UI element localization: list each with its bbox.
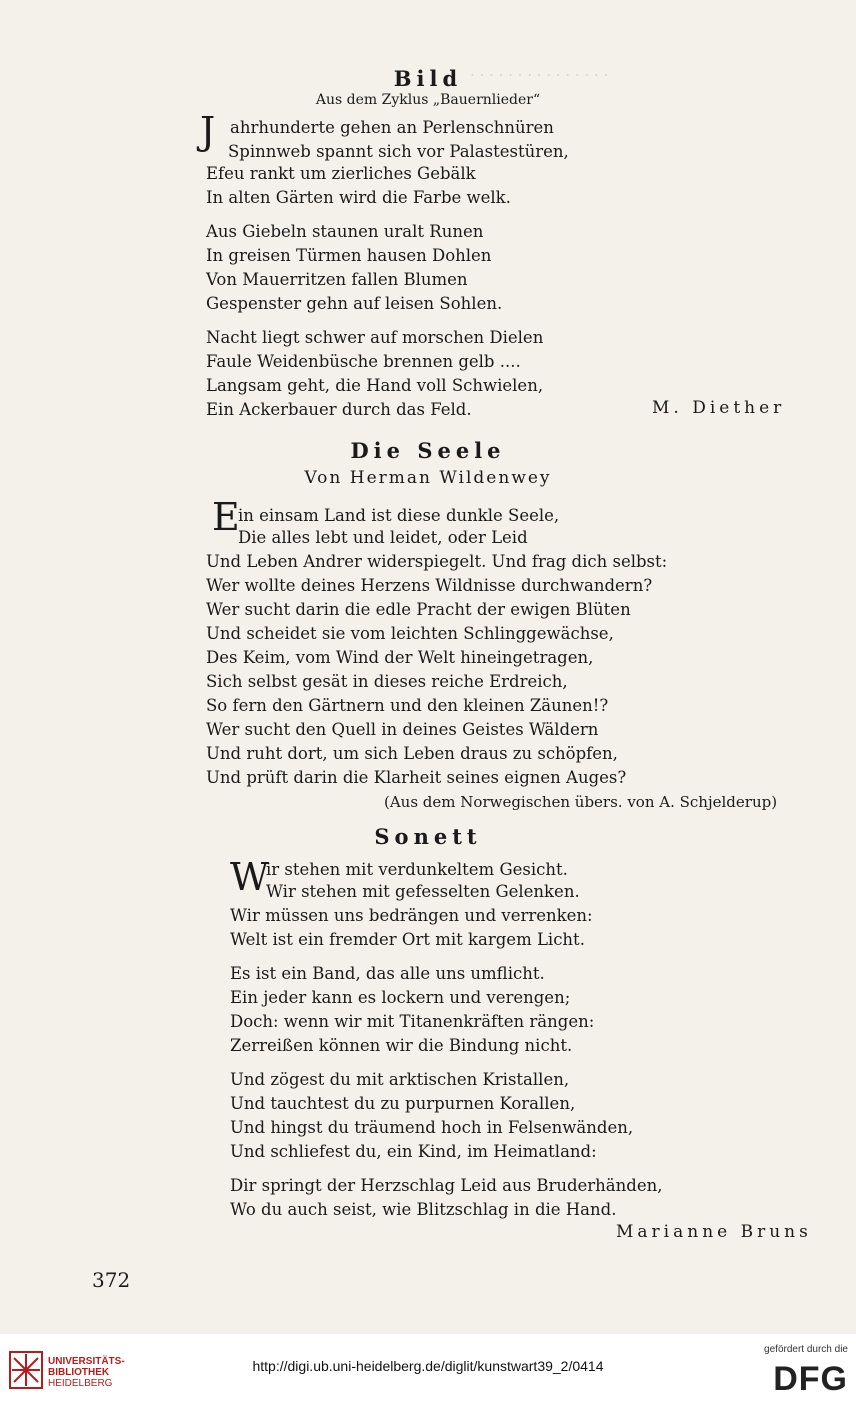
- poem-line: Doch: wenn wir mit Titanenkräften rängen:: [230, 1012, 595, 1031]
- poem-line: Und zögest du mit arktischen Kristallen,: [230, 1070, 570, 1089]
- poem-line: Und schliefest du, ein Kind, im Heimatland:: [230, 1142, 597, 1161]
- poem-line: Efeu rankt um zierliches Gebälk: [206, 164, 476, 183]
- university-library-name: UNIVERSITÄTS- BIBLIOTHEK HEIDELBERG: [48, 1356, 125, 1389]
- poem-line: Und ruht dort, um sich Leben draus zu schöpfen,: [206, 744, 618, 763]
- poem-line: Und prüft darin die Klarheit seines eignen Auges?: [206, 768, 627, 787]
- funding-note: gefördert durch die: [764, 1344, 848, 1355]
- poem-line: Spinnweb spannt sich vor Palastestüren,: [228, 142, 569, 161]
- poem-line: In alten Gärten wird die Farbe welk.: [206, 188, 511, 207]
- poem-dropcap: J: [200, 109, 216, 153]
- poem-dropcap: E: [212, 495, 240, 539]
- poem-dropcap: W: [230, 855, 270, 899]
- poem-title: Sonett: [374, 824, 482, 849]
- poem-line: So fern den Gärtnern und den kleinen Zäunen!?: [206, 696, 609, 715]
- poem-line: Aus Giebeln staunen uralt Runen: [206, 222, 484, 241]
- poem-author: M. Diether: [652, 398, 786, 418]
- poem-line: Und scheidet sie vom leichten Schlinggewächse,: [206, 624, 614, 643]
- poem-line: ahrhunderte gehen an Perlenschnüren: [230, 118, 554, 137]
- viewer-footer: [0, 1334, 856, 1406]
- poem-line: Langsam geht, die Hand voll Schwielen,: [206, 376, 544, 395]
- poem-author: Marianne Bruns: [616, 1222, 812, 1242]
- dfg-logo: DFG: [773, 1360, 848, 1398]
- poem-line: Und tauchtest du zu purpurnen Korallen,: [230, 1094, 576, 1113]
- poem-title: Die Seele: [350, 438, 506, 463]
- poem-line: in einsam Land ist diese dunkle Seele,: [238, 506, 560, 525]
- poem-line: Des Keim, vom Wind der Welt hineingetragen,: [206, 648, 594, 667]
- poem-line: Nacht liegt schwer auf morschen Dielen: [206, 328, 544, 347]
- poem-line: Wir stehen mit gefesselten Gelenken.: [266, 882, 580, 901]
- poem-title: Bild: [393, 66, 463, 91]
- poem-line: Von Mauerritzen fallen Blumen: [206, 270, 468, 289]
- poem-line: Dir springt der Herzschlag Leid aus Bruderhänden,: [230, 1176, 663, 1195]
- poem-subtitle: Von Herman Wildenwey: [304, 468, 552, 488]
- poem-line: Wir müssen uns bedrängen und verrenken:: [230, 906, 593, 925]
- permalink-url[interactable]: http://digi.ub.uni-heidelberg.de/diglit/kunstwart39_2/0414: [252, 1358, 604, 1374]
- poem-line: Faule Weidenbüsche brennen gelb ....: [206, 352, 521, 371]
- poem-line: Und hingst du träumend hoch in Felsenwänden,: [230, 1118, 634, 1137]
- poem-line: Sich selbst gesät in dieses reiche Erdreich,: [206, 672, 568, 691]
- poem-line: Wer wollte deines Herzens Wildnisse durchwandern?: [206, 576, 653, 595]
- poem-line: ir stehen mit verdunkeltem Gesicht.: [266, 860, 568, 879]
- poem-line: Welt ist ein fremder Ort mit kargem Licht.: [230, 930, 585, 949]
- poem-line: In greisen Türmen hausen Dohlen: [206, 246, 492, 265]
- poem-line: Und Leben Andrer widerspiegelt. Und frag dich selbst:: [206, 552, 668, 571]
- poem-translation-credit: (Aus dem Norwegischen übers. von A. Schjelderup): [384, 793, 778, 811]
- poem-line: Die alles lebt und leidet, oder Leid: [238, 528, 528, 547]
- poem-line: Wo du auch seist, wie Blitzschlag in die Hand.: [230, 1200, 617, 1219]
- poem-line: Ein Ackerbauer durch das Feld.: [206, 400, 472, 419]
- poem-line: Ein jeder kann es lockern und verengen;: [230, 988, 571, 1007]
- poem-line: Zerreißen können wir die Bindung nicht.: [230, 1036, 573, 1055]
- poem-line: Es ist ein Band, das alle uns umflicht.: [230, 964, 545, 983]
- poem-line: Wer sucht darin die edle Pracht der ewigen Blüten: [206, 600, 631, 619]
- page-number: 372: [92, 1268, 131, 1292]
- show-through-shadow: · · · · · · · · · · · · · · ·: [470, 66, 609, 84]
- poem-subtitle: Aus dem Zyklus „Bauernlieder“: [315, 92, 541, 108]
- poem-line: Wer sucht den Quell in deines Geistes Wäldern: [206, 720, 599, 739]
- poem-line: Gespenster gehn auf leisen Sohlen.: [206, 294, 503, 313]
